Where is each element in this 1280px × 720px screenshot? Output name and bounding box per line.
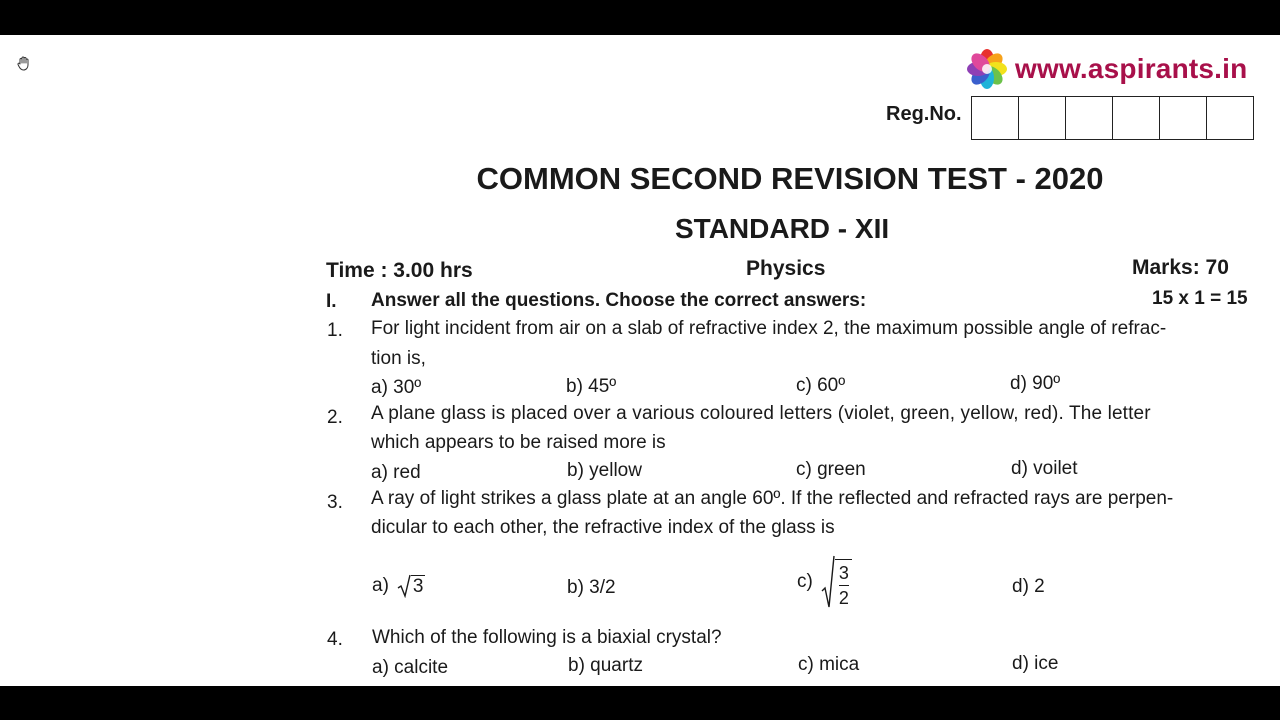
option-d: d) 2 <box>1012 576 1045 597</box>
reg-no-boxes <box>971 96 1254 140</box>
exam-title-row <box>0 161 1280 197</box>
option-a-label: a) <box>372 575 389 596</box>
radicand: 3 <box>412 576 424 597</box>
question-text: Which of the following is a biaxial crystal? <box>372 627 722 648</box>
option-c-label: c) <box>797 571 813 592</box>
option-c: c) mica <box>798 654 860 675</box>
section-instruction: Answer all the questions. Choose the correct answers: <box>371 290 867 311</box>
option-c <box>797 555 852 609</box>
site-logo <box>965 47 1247 91</box>
option-a <box>372 574 425 598</box>
reg-no-label: Reg.No. <box>886 103 962 125</box>
fraction <box>835 559 852 609</box>
option-a: a) 30º <box>371 377 422 398</box>
question-text: A ray of light strikes a glass plate at an angle 60º. If the reflected and refracted rays are perpen- <box>371 488 1174 509</box>
option-b: b) 3/2 <box>567 577 616 598</box>
reg-no-box <box>1113 97 1160 139</box>
section-marks: 15 x 1 = 15 <box>1152 288 1248 309</box>
question-text: tion is, <box>371 348 426 369</box>
fraction-numerator: 3 <box>838 563 849 583</box>
option-c: c) 60º <box>796 375 846 396</box>
radical-sign-icon <box>397 574 411 598</box>
question-number: 1. <box>327 320 343 341</box>
option-d: d) voilet <box>1011 458 1078 479</box>
option-a: a) calcite <box>372 657 449 678</box>
site-url[interactable]: www.aspirants.in <box>1015 53 1248 84</box>
option-d: d) 90º <box>1010 373 1061 394</box>
option-b: b) yellow <box>567 460 642 481</box>
reg-no-box <box>1207 97 1253 139</box>
option-d: d) ice <box>1012 653 1059 674</box>
radical-sign-icon <box>821 555 835 609</box>
option-c: c) green <box>796 459 866 480</box>
bottom-letterbox <box>0 686 1280 720</box>
question-text: which appears to be raised more is <box>371 432 666 453</box>
question-number: 3. <box>327 492 343 513</box>
option-b: b) 45º <box>566 376 617 397</box>
reg-no-box <box>972 97 1019 139</box>
square-root <box>397 574 426 598</box>
option-a: a) red <box>371 462 421 483</box>
question-text: dicular to each other, the refractive index of the glass is <box>371 517 835 538</box>
square-root <box>821 555 852 609</box>
hand-cursor-icon <box>16 55 32 71</box>
question-number: 2. <box>327 407 343 428</box>
section-number: I. <box>326 291 337 312</box>
exam-subject: Physics <box>746 257 826 280</box>
reg-no-box <box>1066 97 1113 139</box>
top-letterbox <box>0 0 1280 35</box>
flower-logo-icon <box>965 47 1009 91</box>
exam-marks: Marks: 70 <box>1132 256 1229 279</box>
question-text: A plane glass is placed over a various coloured letters (violet, green, yellow, red). The letter <box>371 403 1151 424</box>
reg-no-box <box>1160 97 1207 139</box>
question-text: For light incident from air on a slab of refractive index 2, the maximum possible angle of refrac- <box>371 318 1167 339</box>
exam-paper <box>0 35 1280 686</box>
question-number: 4. <box>327 629 343 650</box>
exam-time: Time : 3.00 hrs <box>326 259 473 282</box>
exam-standard: STANDARD - XII <box>675 213 890 244</box>
exam-title: COMMON SECOND REVISION TEST - 2020 <box>476 161 1104 196</box>
option-b: b) quartz <box>568 655 643 676</box>
fraction-denominator: 2 <box>838 588 849 608</box>
reg-no-box <box>1019 97 1066 139</box>
fraction-bar <box>839 585 849 586</box>
